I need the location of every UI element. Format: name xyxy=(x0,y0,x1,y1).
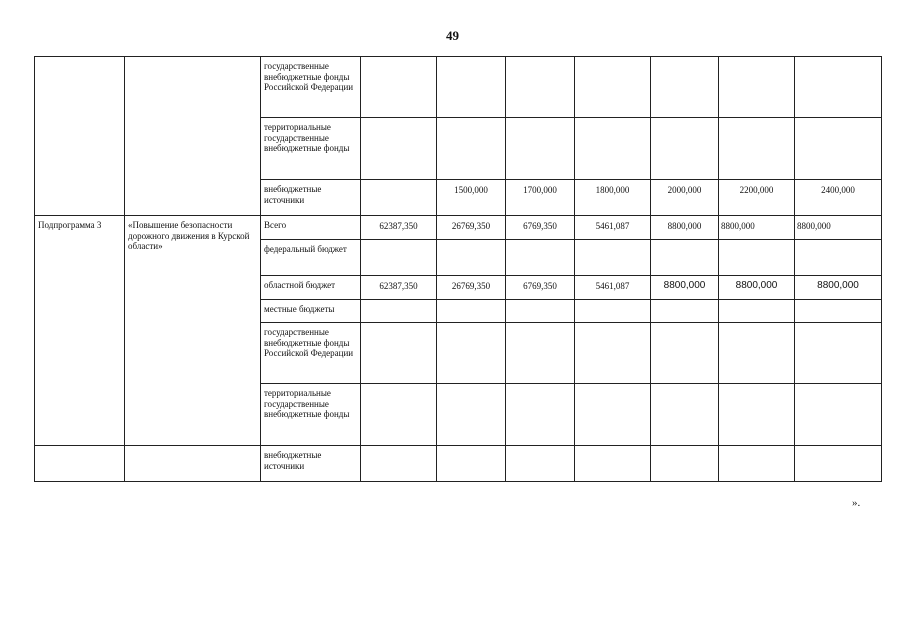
funding-source-cell: внебюджетные источники xyxy=(261,446,361,482)
value-cell xyxy=(719,118,795,180)
program-name-cell xyxy=(125,446,261,482)
value-cell xyxy=(506,384,575,446)
value-cell xyxy=(651,300,719,323)
value-cell: 2200,000 xyxy=(719,180,795,216)
program-cell xyxy=(35,57,125,216)
value-cell xyxy=(361,180,437,216)
value-cell xyxy=(795,300,882,323)
funding-source-cell: территориальные государственные внебюджетные фонды xyxy=(261,118,361,180)
value-cell xyxy=(506,323,575,384)
value-cell xyxy=(575,300,651,323)
value-cell xyxy=(651,446,719,482)
value-cell: 5461,087 xyxy=(575,276,651,300)
closing-quote-mark: ». xyxy=(852,497,861,509)
value-cell xyxy=(437,384,506,446)
value-cell xyxy=(575,446,651,482)
value-cell: 1700,000 xyxy=(506,180,575,216)
value-cell: 8800,000 xyxy=(651,216,719,240)
funding-source-cell: государственные внебюджетные фонды Российской Федерации xyxy=(261,323,361,384)
value-cell xyxy=(651,118,719,180)
funding-source-cell: государственные внебюджетные фонды Российской Федерации xyxy=(261,57,361,118)
value-cell xyxy=(437,446,506,482)
value-cell xyxy=(719,446,795,482)
value-cell xyxy=(437,323,506,384)
value-cell xyxy=(361,384,437,446)
value-cell xyxy=(361,57,437,118)
program-name-cell xyxy=(125,57,261,216)
value-cell xyxy=(506,118,575,180)
value-cell: 62387,350 xyxy=(361,216,437,240)
value-cell xyxy=(795,323,882,384)
value-cell xyxy=(361,300,437,323)
value-cell xyxy=(506,240,575,276)
value-cell: 6769,350 xyxy=(506,216,575,240)
value-cell xyxy=(719,384,795,446)
value-cell: 1800,000 xyxy=(575,180,651,216)
value-cell xyxy=(651,240,719,276)
value-cell xyxy=(795,446,882,482)
value-cell: 8800,000 xyxy=(795,216,882,240)
value-cell xyxy=(575,384,651,446)
funding-source-cell: Всего xyxy=(261,216,361,240)
value-cell: 8800,000 xyxy=(719,216,795,240)
value-cell xyxy=(651,384,719,446)
table-row xyxy=(35,446,882,482)
value-cell xyxy=(437,57,506,118)
funding-source-cell: территориальные государственные внебюджетные фонды xyxy=(261,384,361,446)
value-cell: 2000,000 xyxy=(651,180,719,216)
value-cell: 6769,350 xyxy=(506,276,575,300)
value-cell xyxy=(575,57,651,118)
page-number: 49 xyxy=(446,28,459,43)
value-cell xyxy=(361,118,437,180)
value-cell: 5461,087 xyxy=(575,216,651,240)
value-cell xyxy=(651,323,719,384)
value-cell xyxy=(361,446,437,482)
program-name-cell: «Повышение безопасности дорожного движения в Курской области» xyxy=(125,216,261,446)
value-cell xyxy=(795,57,882,118)
value-cell xyxy=(795,118,882,180)
value-cell xyxy=(651,57,719,118)
value-cell xyxy=(437,118,506,180)
table-row xyxy=(35,57,882,118)
value-cell xyxy=(795,384,882,446)
funding-source-cell: внебюджетные источники xyxy=(261,180,361,216)
value-cell xyxy=(575,323,651,384)
value-cell: 26769,350 xyxy=(437,276,506,300)
value-cell xyxy=(719,57,795,118)
value-cell: 2400,000 xyxy=(795,180,882,216)
value-cell xyxy=(437,300,506,323)
value-cell: 8800,000 xyxy=(651,276,719,300)
value-cell: 26769,350 xyxy=(437,216,506,240)
funding-source-cell: областной бюджет xyxy=(261,276,361,300)
value-cell xyxy=(361,240,437,276)
value-cell: 8800,000 xyxy=(719,276,795,300)
funding-source-cell: федеральный бюджет xyxy=(261,240,361,276)
value-cell xyxy=(506,446,575,482)
table-row xyxy=(35,216,882,240)
value-cell: 1500,000 xyxy=(437,180,506,216)
value-cell xyxy=(719,300,795,323)
value-cell xyxy=(361,323,437,384)
value-cell: 8800,000 xyxy=(795,276,882,300)
value-cell xyxy=(719,323,795,384)
budget-table xyxy=(34,56,882,482)
funding-source-cell: местные бюджеты xyxy=(261,300,361,323)
value-cell xyxy=(437,240,506,276)
value-cell xyxy=(506,300,575,323)
value-cell xyxy=(719,240,795,276)
program-cell: Подпрограмма 3 xyxy=(35,216,125,446)
value-cell xyxy=(575,240,651,276)
program-cell xyxy=(35,446,125,482)
value-cell xyxy=(575,118,651,180)
value-cell xyxy=(506,57,575,118)
value-cell xyxy=(795,240,882,276)
value-cell: 62387,350 xyxy=(361,276,437,300)
